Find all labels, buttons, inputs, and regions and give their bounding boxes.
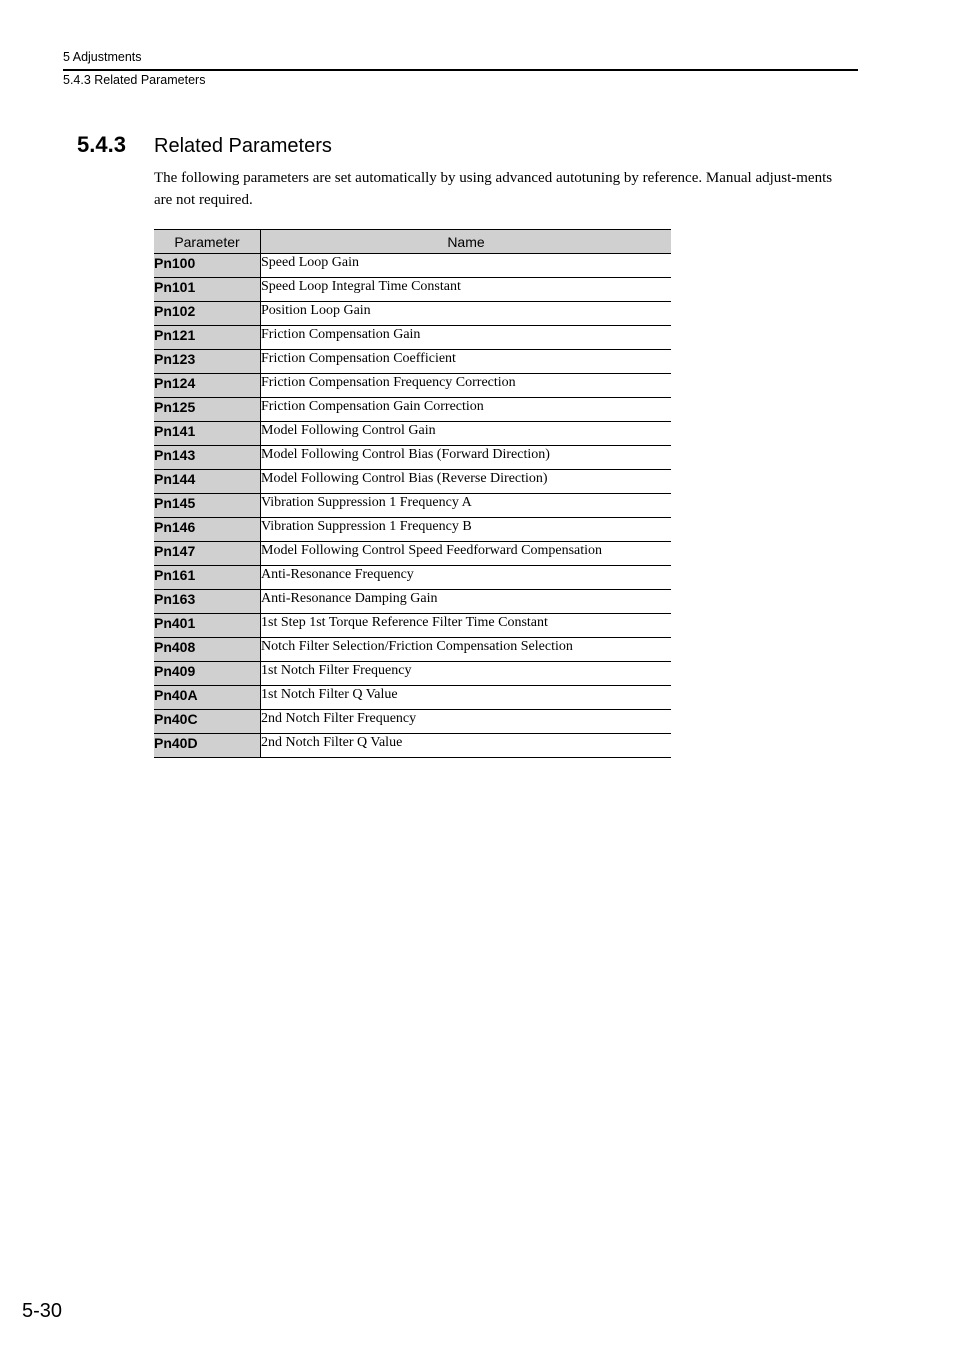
parameter-code: Pn101 xyxy=(154,278,261,302)
parameter-name: 1st Notch Filter Frequency xyxy=(261,662,672,686)
parameter-code: Pn100 xyxy=(154,254,261,278)
table-row xyxy=(154,590,671,614)
section-title: Related Parameters xyxy=(154,135,332,157)
parameter-code: Pn102 xyxy=(154,302,261,326)
parameter-code: Pn401 xyxy=(154,614,261,638)
parameter-name: 2nd Notch Filter Q Value xyxy=(261,734,672,758)
parameter-name: Friction Compensation Coefficient xyxy=(261,350,672,374)
parameter-name: Speed Loop Gain xyxy=(261,254,672,278)
parameter-code: Pn143 xyxy=(154,446,261,470)
table-row xyxy=(154,518,671,542)
parameter-name: Vibration Suppression 1 Frequency A xyxy=(261,494,672,518)
parameter-code: Pn147 xyxy=(154,542,261,566)
parameters-table xyxy=(154,229,671,758)
parameter-code: Pn40D xyxy=(154,734,261,758)
parameter-code: Pn409 xyxy=(154,662,261,686)
parameter-code: Pn161 xyxy=(154,566,261,590)
header-name: Name xyxy=(261,230,672,254)
header-parameter: Parameter xyxy=(154,230,261,254)
table-row xyxy=(154,350,671,374)
parameter-name: 1st Step 1st Torque Reference Filter Time Constant xyxy=(261,614,672,638)
parameter-code: Pn40C xyxy=(154,710,261,734)
table-row xyxy=(154,638,671,662)
table-row xyxy=(154,302,671,326)
table-row xyxy=(154,446,671,470)
table-row xyxy=(154,710,671,734)
table-row xyxy=(154,494,671,518)
parameter-name: Notch Filter Selection/Friction Compensation Selection xyxy=(261,638,672,662)
parameter-name: Vibration Suppression 1 Frequency B xyxy=(261,518,672,542)
running-head-chapter: 5 Adjustments xyxy=(63,50,142,64)
table-row xyxy=(154,662,671,686)
parameter-code: Pn121 xyxy=(154,326,261,350)
parameter-code: Pn141 xyxy=(154,422,261,446)
running-head-section: 5.4.3 Related Parameters xyxy=(63,73,206,87)
parameter-code: Pn124 xyxy=(154,374,261,398)
section-number: 5.4.3 xyxy=(77,132,126,157)
table-body xyxy=(154,254,671,758)
table-row xyxy=(154,398,671,422)
header-rule xyxy=(63,69,858,71)
parameter-name: Friction Compensation Gain xyxy=(261,326,672,350)
table-row xyxy=(154,542,671,566)
table-row xyxy=(154,566,671,590)
parameter-code: Pn145 xyxy=(154,494,261,518)
parameter-name: 1st Notch Filter Q Value xyxy=(261,686,672,710)
parameter-name: Model Following Control Bias (Reverse Direction) xyxy=(261,470,672,494)
parameter-name: Friction Compensation Frequency Correction xyxy=(261,374,672,398)
table-row xyxy=(154,254,671,278)
parameter-name: Speed Loop Integral Time Constant xyxy=(261,278,672,302)
parameter-code: Pn408 xyxy=(154,638,261,662)
section-heading xyxy=(77,132,332,158)
table-row xyxy=(154,278,671,302)
parameter-name: Position Loop Gain xyxy=(261,302,672,326)
parameter-code: Pn163 xyxy=(154,590,261,614)
parameter-code: Pn123 xyxy=(154,350,261,374)
table-row xyxy=(154,614,671,638)
parameter-name: 2nd Notch Filter Frequency xyxy=(261,710,672,734)
parameter-code: Pn40A xyxy=(154,686,261,710)
parameter-name: Model Following Control Gain xyxy=(261,422,672,446)
table-row xyxy=(154,422,671,446)
parameter-name: Anti-Resonance Frequency xyxy=(261,566,672,590)
parameter-code: Pn125 xyxy=(154,398,261,422)
parameter-name: Model Following Control Speed Feedforward Compensation xyxy=(261,542,672,566)
parameter-name: Anti-Resonance Damping Gain xyxy=(261,590,672,614)
intro-paragraph: The following parameters are set automatically by using advanced autotuning by reference. Manual adjust-ments are not required. xyxy=(154,170,833,208)
page-number: 5-30 xyxy=(22,1300,63,1322)
table-row xyxy=(154,374,671,398)
parameter-name: Model Following Control Bias (Forward Direction) xyxy=(261,446,672,470)
table-row xyxy=(154,326,671,350)
table-row xyxy=(154,470,671,494)
parameter-name: Friction Compensation Gain Correction xyxy=(261,398,672,422)
table-header-row xyxy=(154,230,671,254)
table-row xyxy=(154,686,671,710)
parameter-code: Pn146 xyxy=(154,518,261,542)
table-row xyxy=(154,734,671,758)
parameter-code: Pn144 xyxy=(154,470,261,494)
